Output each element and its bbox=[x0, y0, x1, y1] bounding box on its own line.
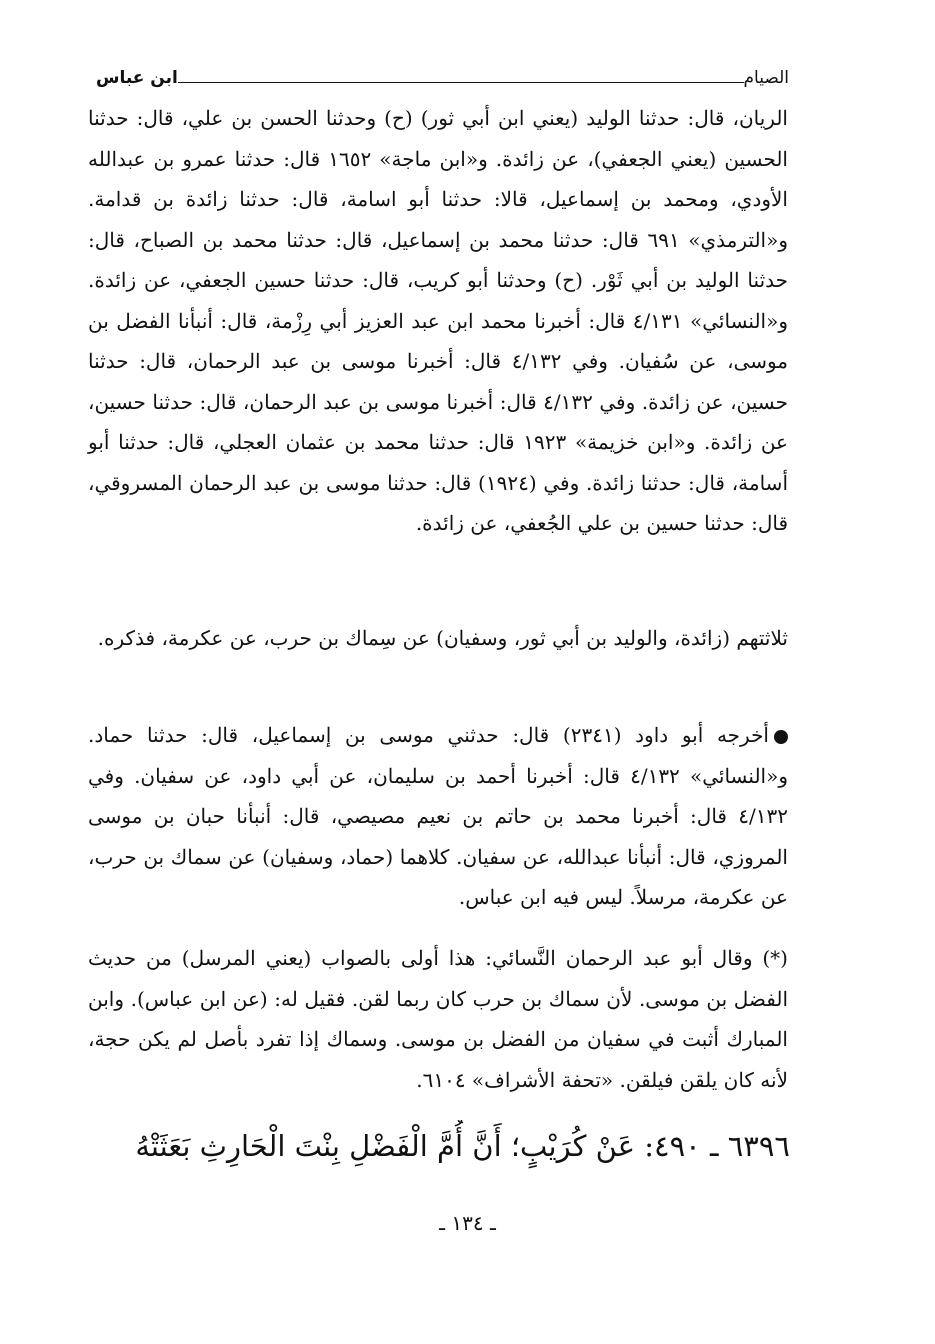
isnad-paragraph bbox=[88, 98, 788, 544]
header-rule bbox=[178, 82, 744, 83]
takhrij-line bbox=[88, 715, 788, 918]
takhrij-text: أخرجه أبو داود (٢٣٤١) قال: حدثني موسى بن إسماعيل، قال: حدثنا حماد. و«النسائي» ٤/١٣٢ قال: أخبرنا أحمد بن سليمان، عن أبي داود، عن سفيان. وفي ٤/١٣٢ قال: أخبرنا محمد بن حاتم بن نعيم مصيصي، قال: أنبأنا حبان بن موسى المروزي، قال: أنبأنا عبدالله، عن سفيان. كلاهما (حماد، وسفيان) عن سماك بن حرب، عن عكرمة، مرسلاً. ليس فيه ابن عباس. bbox=[88, 723, 788, 909]
takhrij-paragraph bbox=[88, 715, 788, 918]
nasai-comment-text: (*) وقال أبو عبد الرحمان النَّسائي: هذا أولى بالصواب (يعني المرسل) من حديث الفضل بن موسى. لأن سماك بن حرب كان ربما لقن. فقيل له: (عن ابن عباس). وابن المبارك أثبت في سفيان من الفضل بن موسى. وسماك إذا تفرد بأصل لم يكن حجة، لأنه كان يلقن فيلقن. «تحفة الأشراف» ٦١٠٤. bbox=[88, 946, 788, 1092]
book-title: ابن عباس bbox=[96, 68, 178, 88]
hadith-heading: ٦٣٩٦ ـ ٤٩٠: عَنْ كُرَيْبٍ؛ أَنَّ أُمَّ الْفَضْلِ بِنْتَ الْحَارِثِ بَعَثَتْهُ bbox=[135, 1129, 790, 1163]
narrators-summary-paragraph bbox=[88, 618, 788, 659]
chapter-title: الصيام bbox=[743, 68, 789, 88]
running-header bbox=[90, 62, 795, 88]
narrators-summary-text: ثلاثتهم (زائدة، والوليد بن أبي ثور، وسفيان) عن سِماك بن حرب، عن عكرمة، فذكره. bbox=[97, 626, 788, 650]
isnad-text: الريان، قال: حدثنا الوليد (يعني ابن أبي ثور) (ح) وحدثنا الحسن بن علي، قال: حدثنا الحسين (يعني الجعفي)، عن زائدة. و«ابن ماجة» ١٦٥٢ قال: حدثنا عمرو بن عبدالله الأودي، ومحمد بن إسماعيل، قالا: حدثنا أبو اسامة، قال: حدثنا زائدة بن قدامة. و«الترمذي» ٦٩١ قال: حدثنا محمد بن إسماعيل، قال: حدثنا محمد بن الصباح، قال: حدثنا الوليد بن أبي ثَوْر. (ح) وحدثنا أبو كريب، قال: حدثنا حسين الجعفي، عن زائدة. و«النسائي» ٤/١٣١ قال: أخبرنا محمد ابن عبد العزيز أبي رِزْمة، قال: أنبأنا الفضل بن موسى، عن سُفيان. وفي ٤/١٣٢ قال: أخبرنا موسى بن عبد الرحمان، قال: حدثنا حسين، عن زائدة. وفي ٤/١٣٢ قال: أخبرنا موسى بن عبد الرحمان، قال: حدثنا حسين، عن زائدة. و«ابن خزيمة» ١٩٢٣ قال: حدثنا محمد بن عثمان العجلي، قال: حدثنا أبو أسامة، قال: حدثنا زائدة. وفي (١٩٢٤) قال: حدثنا موسى بن عبد الرحمان المسروقي، قال: حدثنا حسين بن علي الجُعفي، عن زائدة. bbox=[88, 106, 789, 535]
page-number: ـ ١٣٤ ـ bbox=[439, 1211, 496, 1235]
nasai-comment-paragraph bbox=[88, 938, 788, 1100]
bullet-icon bbox=[774, 730, 788, 744]
